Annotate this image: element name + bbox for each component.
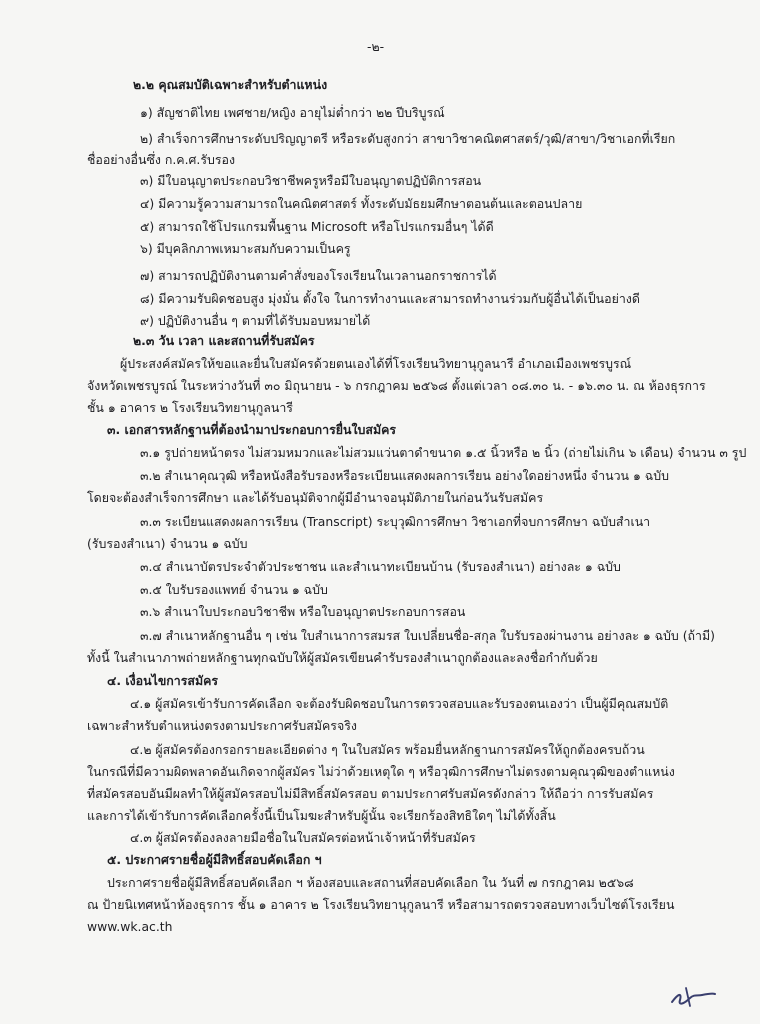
condition-item-4-2-cont-1: ในกรณีที่มีความผิดพลาดอันเกิดจากผู้สมัคร ไม่ว่าด้วยเหตุใด ๆ หรือวุฒิการศึกษาไม่ตรงตามคุณวุฒิของตำแหน่ง [87, 764, 675, 779]
condition-item-4-1: ๔.๑ ผู้สมัครเข้ารับการคัดเลือก จะต้องรับผิดชอบในการตรวจสอบและรับรองตนเองว่า เป็นผู้มีคุณสมบัติ [130, 696, 669, 711]
document-item-3-4: ๓.๔ สำเนาบัตรประจำตัวประชาชน และสำเนาทะเบียนบ้าน (รับรองสำเนา) อย่างละ ๑ ฉบับ [140, 559, 621, 574]
section-2-2-heading: ๒.๒ คุณสมบัติเฉพาะสำหรับตำแหน่ง [133, 77, 328, 92]
announcement-line-1: ประกาศรายชื่อผู้มีสิทธิ์สอบคัดเลือก ฯ ห้องสอบและสถานที่สอบคัดเลือก ใน วันที่ ๗ กรกฎาคม ๒๕๖๘ [107, 875, 634, 890]
application-period-line-2: จังหวัดเพชรบูรณ์ ในระหว่างวันที่ ๓๐ มิถุนายน - ๖ กรกฎาคม ๒๕๖๘ ตั้งแต่เวลา ๐๘.๓๐ น. - ๑๖.๓๐ น. ณ ห้องธุรการ [87, 378, 706, 393]
school-website-url: www.wk.ac.th [87, 919, 173, 934]
qualification-item-2: ๒) สำเร็จการศึกษาระดับปริญญาตรี หรือระดับสูงกว่า สาขาวิชาคณิตศาสตร์/วุฒิ/สาขา/วิชาเอกที่เรียก [140, 131, 676, 146]
document-item-3-7: ๓.๗ สำเนาหลักฐานอื่น ๆ เช่น ใบสำเนาการสมรส ใบเปลี่ยนชื่อ-สกุล ใบรับรองผ่านงาน อย่างละ ๑ ฉบับ (ถ้ามี) [140, 628, 716, 643]
condition-item-4-2-cont-2: ที่สมัครสอบอันมีผลทำให้ผู้สมัครสอบไม่มีสิทธิ์สมัครสอบ ตามประกาศรับสมัครดังกล่าว ให้ถือว่า การรับสมัคร [87, 786, 654, 801]
document-item-3-6: ๓.๖ สำเนาใบประกอบวิชาชีพ หรือใบอนุญาตประกอบการสอน [140, 604, 466, 619]
application-period-line-1: ผู้ประสงค์สมัครให้ขอและยื่นใบสมัครด้วยตนเองได้ที่โรงเรียนวิทยานุกูลนารี อำเภอเมืองเพชรบูรณ์ [120, 356, 632, 371]
document-item-3-2-cont: โดยจะต้องสำเร็จการศึกษา และได้รับอนุมัติจากผู้มีอำนาจอนุมัติภายในก่อนวันรับสมัคร [87, 490, 544, 505]
announcement-line-2: ณ ป้ายนิเทศหน้าห้องธุรการ ชั้น ๑ อาคาร ๒ โรงเรียนวิทยานุกูลนารี หรือสามารถตรวจสอบทางเว็บไซต์โรงเรียน [87, 897, 675, 912]
document-item-3-1: ๓.๑ รูปถ่ายหน้าตรง ไม่สวมหมวกและไม่สวมแว่นตาดำขนาด ๑.๕ นิ้วหรือ ๒ นิ้ว (ถ่ายไม่เกิน ๖ เดือน) จำนวน ๓ รูป [140, 445, 747, 460]
section-4-heading: ๔. เงื่อนไขการสมัคร [107, 673, 219, 688]
qualification-item-9: ๙) ปฏิบัติงานอื่น ๆ ตามที่ได้รับมอบหมายได้ [140, 313, 371, 328]
page-number: -๒- [367, 39, 385, 54]
section-5-heading: ๕. ประกาศรายชื่อผู้มีสิทธิ์สอบคัดเลือก ฯ [107, 852, 322, 867]
document-item-3-3: ๓.๓ ระเบียนแสดงผลการเรียน (Transcript) ระบุวุฒิการศึกษา วิชาเอกที่จบการศึกษา ฉบับสำเนา [140, 514, 651, 529]
qualification-item-3: ๓) มีใบอนุญาตประกอบวิชาชีพครูหรือมีใบอนุญาตปฏิบัติการสอน [140, 173, 482, 188]
qualification-item-5: ๕) สามารถใช้โปรแกรมพื้นฐาน Microsoft หรือโปรแกรมอื่นๆ ได้ดี [140, 219, 494, 234]
condition-item-4-2: ๔.๒ ผู้สมัครต้องกรอกรายละเอียดต่าง ๆ ในใบสมัคร พร้อมยื่นหลักฐานการสมัครให้ถูกต้องครบถ้วน [130, 742, 645, 757]
section-2-3-heading: ๒.๓ วัน เวลา และสถานที่รับสมัคร [133, 333, 315, 348]
condition-item-4-3: ๔.๓ ผู้สมัครต้องลงลายมือชื่อในใบสมัครต่อหน้าเจ้าหน้าที่รับสมัคร [130, 830, 476, 845]
handwritten-signature [668, 982, 718, 1010]
qualification-item-6: ๖) มีบุคลิกภาพเหมาะสมกับความเป็นครู [140, 241, 351, 256]
condition-item-4-1-cont: เฉพาะสำหรับตำแหน่งตรงตามประกาศรับสมัครจริง [87, 718, 357, 733]
qualification-item-8: ๘) มีความรับผิดชอบสูง มุ่งมั่น ตั้งใจ ในการทำงานและสามารถทำงานร่วมกับผู้อื่นได้เป็นอย่างดี [140, 291, 640, 306]
condition-item-4-2-cont-3: และการได้เข้ารับการคัดเลือกครั้งนี้เป็นโมฆะสำหรับผู้นั้น จะเรียกร้องสิทธิใดๆ ไม่ได้ทั้งสิ้น [87, 808, 556, 823]
qualification-item-2-cont: ชื่ออย่างอื่นซึ่ง ก.ค.ศ.รับรอง [87, 152, 236, 167]
qualification-item-1: ๑) สัญชาติไทย เพศชาย/หญิง อายุไม่ต่ำกว่า ๒๒ ปีบริบูรณ์ [140, 105, 445, 120]
document-item-3-7-cont: ทั้งนี้ ในสำเนาภาพถ่ายหลักฐานทุกฉบับให้ผู้สมัครเขียนคำรับรองสำเนาถูกต้องและลงชื่อกำกับด้วย [87, 650, 598, 665]
section-3-heading: ๓. เอกสารหลักฐานที่ต้องนำมาประกอบการยื่นใบสมัคร [107, 422, 397, 437]
application-period-line-3: ชั้น ๑ อาคาร ๒ โรงเรียนวิทยานุกูลนารี [87, 400, 293, 415]
document-item-3-5: ๓.๕ ใบรับรองแพทย์ จำนวน ๑ ฉบับ [140, 582, 328, 597]
qualification-item-7: ๗) สามารถปฏิบัติงานตามคำสั่งของโรงเรียนในเวลานอกราชการได้ [140, 268, 497, 283]
qualification-item-4: ๔) มีความรู้ความสามารถในคณิตศาสตร์ ทั้งระดับมัธยมศึกษาตอนต้นและตอนปลาย [140, 196, 583, 211]
document-item-3-2: ๓.๒ สำเนาคุณวุฒิ หรือหนังสือรับรองหรือระเบียนแสดงผลการเรียน อย่างใดอย่างหนึ่ง จำนวน ๑ ฉบับ [140, 468, 669, 483]
document-item-3-3-cont: (รับรองสำเนา) จำนวน ๑ ฉบับ [87, 536, 248, 551]
